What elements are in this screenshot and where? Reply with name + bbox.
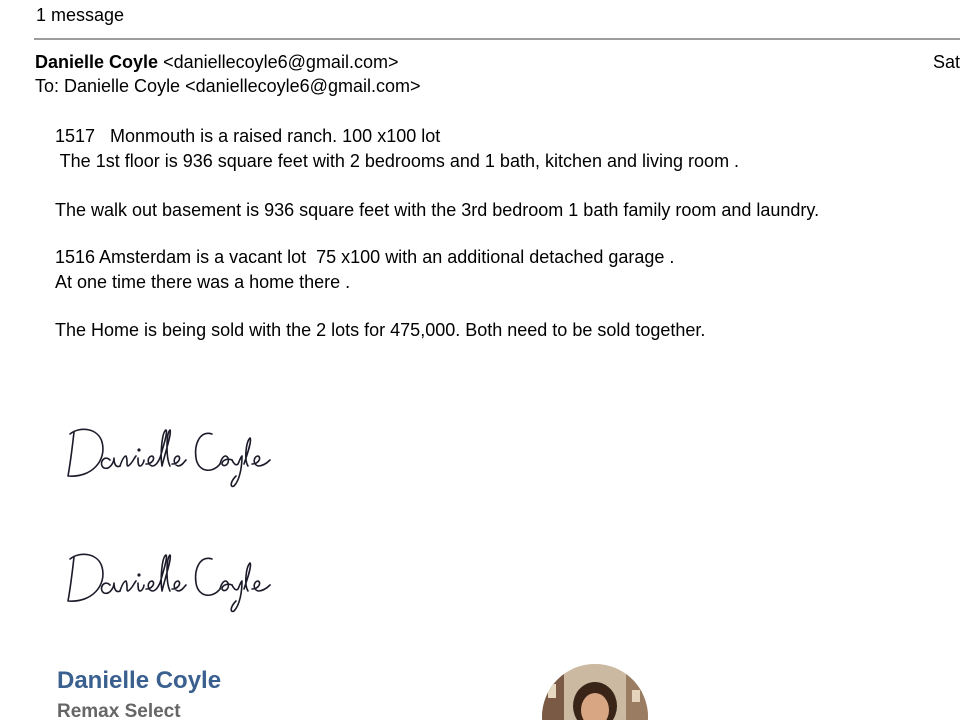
avatar-photo <box>542 664 648 720</box>
signature-image <box>62 545 282 615</box>
avatar <box>542 664 648 720</box>
sender-line <box>35 52 398 73</box>
body-line: At one time there was a home there . <box>55 272 351 292</box>
handwritten-signature-1 <box>62 420 282 490</box>
signature-image <box>62 420 282 490</box>
signature-name: Danielle Coyle <box>57 667 222 694</box>
signature-company: Remax Select <box>57 701 181 720</box>
message-date: Sat <box>933 52 960 72</box>
sender-name: Danielle Coyle <box>35 52 159 72</box>
message-count: 1 message <box>36 5 125 25</box>
body-line: 1517 Monmouth is a raised ranch. 100 x100 lot <box>55 126 441 146</box>
sender-email: <daniellecoyle6@gmail.com> <box>163 52 399 72</box>
header-divider <box>34 38 960 40</box>
body-line: 1516 Amsterdam is a vacant lot 75 x100 with an additional detached garage . <box>55 247 675 267</box>
body-line: The 1st floor is 936 square feet with 2 bedrooms and 1 bath, kitchen and living room . <box>55 151 740 171</box>
body-line: The Home is being sold with the 2 lots for 475,000. Both need to be sold together. <box>55 320 706 340</box>
handwritten-signature-2 <box>62 545 282 615</box>
recipient-line: To: Danielle Coyle <daniellecoyle6@gmail.com> <box>35 76 421 96</box>
body-line: The walk out basement is 936 square feet with the 3rd bedroom 1 bath family room and laundry. <box>55 200 820 220</box>
